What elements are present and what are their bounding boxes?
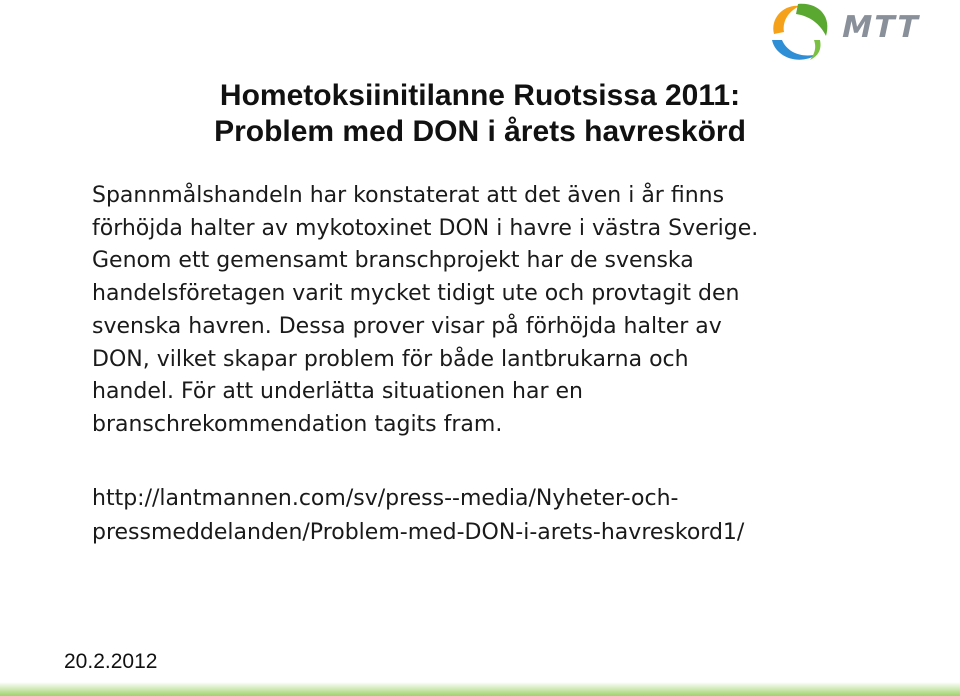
page-title bbox=[80, 78, 880, 150]
title-line-2: Problem med DON i årets havreskörd bbox=[214, 115, 746, 148]
body-line: Genom ett gemensamt branschprojekt har de svenska bbox=[92, 248, 694, 274]
title-line-1: Hometoksiinitilanne Ruotsissa 2011: bbox=[219, 79, 741, 112]
footer-band bbox=[0, 682, 960, 696]
body-line: Spannmålshandeln har konstaterat att det även i år finns bbox=[92, 183, 725, 208]
footer-date: 20.2.2012 bbox=[64, 650, 158, 673]
body-paragraph bbox=[92, 180, 922, 442]
body-line: förhöjda halter av mykotoxinet DON i havre i västra Sverige. bbox=[92, 215, 759, 241]
source-url[interactable] bbox=[92, 482, 932, 550]
logo-wordmark: MTT bbox=[838, 10, 924, 45]
body-line: branschrekommendation tagits fram. bbox=[92, 411, 503, 437]
leaf-swirl-logo-icon bbox=[760, 0, 850, 64]
body-line: handel. För att underlätta situationen har en bbox=[92, 379, 583, 405]
source-url-line-2[interactable]: pressmeddelanden/Problem-med-DON-i-arets-havreskord1/ bbox=[92, 520, 745, 545]
body-line: handelsföretagen varit mycket tidigt ute och provtagit den bbox=[92, 281, 740, 307]
source-url-line-1[interactable]: http://lantmannen.com/sv/press--media/Nyheter-och- bbox=[92, 486, 679, 511]
body-line: DON, vilket skapar problem för både lantbrukarna och bbox=[92, 346, 689, 372]
body-line: svenska havren. Dessa prover visar på förhöjda halter av bbox=[92, 313, 722, 339]
